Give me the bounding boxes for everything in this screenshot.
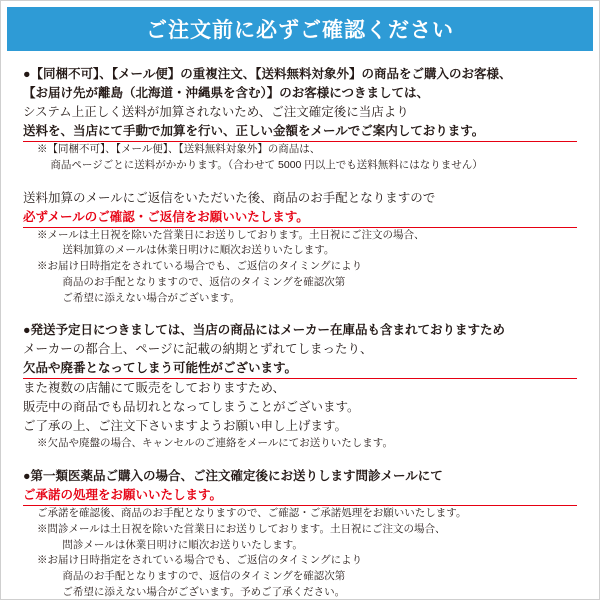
notice-line: 販売中の商品でも品切れとなってしまうことがございます。 (23, 400, 360, 415)
notice-note: ※欠品や廃盤の場合、キャンセルのご連絡をメールにてお送りいたします。 (37, 437, 393, 450)
notice-line: また複数の店舗にて販売をしておりますため、 (23, 381, 286, 396)
notice-line: メーカーの都合上、ページに記載の納期とずれてしまったり、 (23, 342, 373, 357)
notice-body (1, 51, 599, 601)
page-header (7, 7, 593, 51)
notice-line: ●発送予定日につきましては、当店の商品にはメーカー在庫品も含まれておりますため (23, 323, 506, 338)
notice-line: ご了承の上、ご注文下さいますようお願い申し上げます。 (23, 419, 348, 434)
notice-note: 商品のお手配となりますので、返信のタイミングを確認次第 (49, 570, 346, 582)
notice-line-emphasis: 必ずメールのご確認・ご返信をお願いいたします。 (23, 208, 577, 228)
notice-note: ご希望に添えない場合がございます。 (49, 291, 241, 304)
notice-note: ※お届け日時指定をされている場合でも、ご返信のタイミングにより (37, 260, 363, 272)
notice-line: 【お届け先が離島（北海道・沖縄県を含む）】のお客様につきましては、 (23, 86, 430, 100)
notice-line-emphasis: 欠品や廃番となってしまう可能性がございます。 (23, 359, 577, 379)
notice-note: 商品のお手配となりますので、返信のタイミングを確認次第 (49, 275, 346, 288)
section-reply (23, 189, 577, 307)
section-packaging (23, 65, 577, 174)
notice-line-emphasis: ご承諾の処理をお願いいたします。 (23, 486, 577, 506)
section-medicine (23, 467, 577, 601)
section-shipping-date (23, 321, 577, 452)
notice-note: 商品ページごとに送料がかかります。（合わせて 5000 円以上でも送料無料にはなりません） (37, 158, 483, 171)
notice-line: ●第一類医薬品ご購入の場合、ご注文確定後にお送りします問診メールにて (23, 469, 443, 483)
notice-note: ※メールは土日祝を除いた営業日にお送りしております。土日祝にご注文の場合、 (37, 228, 425, 241)
notice-line: システム上正しく送料が加算されないため、ご注文確定後に当店より (23, 105, 409, 119)
notice-note: ご希望に添えない場合がございます。予めご了承ください。 (49, 585, 346, 598)
notice-note: 問診メールは休業日明けに順次お送りいたします。 (49, 538, 303, 551)
notice-note: ※お届け日時指定をされている場合でも、ご返信のタイミングにより (37, 554, 363, 567)
notice-note: ※問診メールは土日祝を除いた営業日にお送りしております。土日祝にご注文の場合、 (37, 522, 446, 535)
page-title: ご注文前に必ずご確認ください (146, 19, 454, 42)
notice-note: ※【同梱不可】、【メール便】、【送料無料対象外】の商品は、 (37, 143, 321, 155)
notice-line-emphasis: 送料を、当店にて手動で加算を行い、正しい金額をメールでご案内しております。 (23, 122, 577, 142)
notice-note: 送料加算のメールは休業日明けに順次お送りいたします。 (49, 244, 335, 257)
notice-note: ご承諾を確認後、商品のお手配となりますので、ご確認・ご承諾処理をお願いいたします。 (37, 507, 467, 519)
notice-line: 送料加算のメールにご返信をいただいた後、商品のお手配となりますので (23, 190, 436, 205)
notice-line: ●【同梱不可】、【メール便】の重複注文、【送料無料対象外】の商品をご購入のお客様、 (23, 67, 512, 81)
